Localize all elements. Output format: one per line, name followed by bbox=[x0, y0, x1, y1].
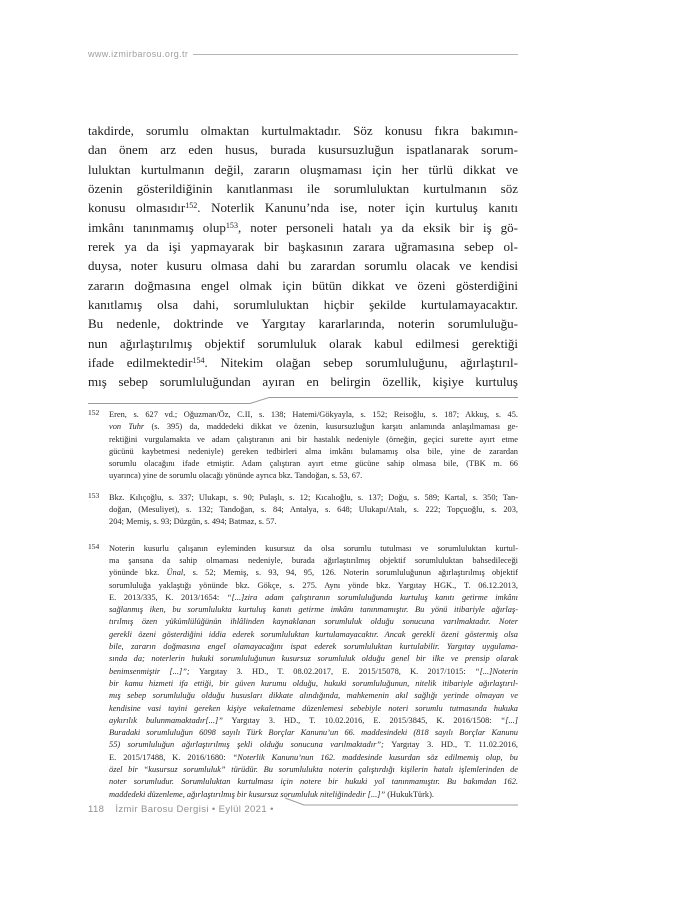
footnotes-block bbox=[88, 409, 518, 801]
journal-title: İzmir Barosu Dergisi • Eylül 2021 • bbox=[115, 804, 274, 815]
footnote-153 bbox=[88, 492, 518, 529]
footnote-text: Eren, s. 627 vd.; Oğuzman/Öz, C.II, s. 138; Hatemi/Gökyayla, s. 152; Reisoğlu, s. 187; Akkuş, s. 45. von Tuhr (s. 395) da, maddedeki dikkat ve özenin, kusursuzluğun karşıtı anlamında anlaşılmaması ge- rektiğini vurgulamakta ve adam çalıştıranın ani bir hastalık nedeniyle (örneğin, geçici surette ayırt etme gücünü kaybetmesi nedeniyle) gereken tedbirleri alma imkânı bulamamış olsa bile, yine de zarardan sorumlu olacağını ifade etmiştir. Adam çalıştıran ayırt etme gücüne sahip olmasa bile, (TBK m. 66 uyarınca) yine de sorumlu olacağı yönünde ayrıca bkz. Tandoğan, s. 53, 67. bbox=[109, 410, 518, 481]
footnote-number: 154 bbox=[88, 541, 100, 551]
footnote-152 bbox=[88, 409, 518, 483]
footnote-154 bbox=[88, 543, 518, 801]
body-paragraph: takdirde, sorumlu olmaktan kurtulmaktadır. Söz konusu fıkra bakımın- dan önem arz eden husus, burada kusursuzluğun ispatlanarak sorum- luluktan kurtulmanın değil, zararın oluşmaması için her türlü dikkat ve özenin gösterildiğinin kanıtlanması ile sorumluluktan kurtulmanın söz konusu olmasıdır$^{152}$. Noterlik Kanunu’nda ise, noter için kurtuluş kanıtı imkânı tanınmamış olup$^{153}$, noter personeli hatalı ya da eksik bir iş gö- rerek ya da işi yapmayarak bir başkasının zarara uğramasına sebep ol- duysa, noter kusuru olmasa dahi bu zarardan sorumlu olacak ve kendisi zararın doğmasına engel olmak için bütün dikkat ve özeni gösterdiğini kanıtlamış olsa dahi, sorumluluktan hiçbir şekilde kurtulamayacaktır. Bu nedenle, doktrinde ve Yargıtay kararlarında, noterin sorumluluğu- nun ağırlaştırılmış objektif sorumluluk olarak kabul edilmesi gerektiği ifade edilmektedir$^{154}$. Nitekim olağan sebep sorumluluğunu, ağırlaştırıl- mış sebep sorumluluğundan ayıran en belirgin özellik, kişiye kurtuluş bbox=[88, 123, 518, 390]
page-number: 118 bbox=[88, 804, 105, 815]
page-header bbox=[88, 49, 518, 59]
footnote-text: Bkz. Kılıçoğlu, s. 337; Ulukapı, s. 90; Pulaşlı, s. 12; Kıcalıoğlu, s. 137; Doğu, s. 589; Kartal, s. 350; Tan- doğan, (Mesuliyet), s. 132; Tandoğan, s. 84; Antalya, s. 648; Ulukapı/Atalı, s. 222; Topçuoğlu, s. 203, 204; Memiş, s. 93; Düzgün, s. 494; Batmaz, s. 57. bbox=[109, 492, 518, 527]
page-footer bbox=[88, 804, 274, 815]
footnote-separator-rule bbox=[88, 396, 518, 405]
header-rule bbox=[193, 54, 518, 55]
header-url: www.izmirbarosu.org.tr bbox=[88, 49, 189, 59]
footnote-number: 153 bbox=[88, 490, 100, 500]
footnote-number: 152 bbox=[88, 408, 100, 417]
footnote-text: Noterin kusurlu çalışanın eyleminden kusursuz da olsa sorumlu tutulması ve sorumluluktan kurtul- ma şansına da sahip olmaması nedeniyle, burada ağırlaştırılmış objektif sorumluluktan bahsedileceği yönünde bkz. Ünal, s. 52; Memiş, s. 93, 94, 95, 126. Noterin sorumluluğunun ağırlaştırılmış objektif sorumluluğa yaklaştığı yönünde bkz. Gökçe, s. 275. Aynı yönde bkz. Yargıtay HGK., T. 06.12.2013, E. 2013/335, K. 2013/1654: “[...]zira adam çalıştıranın sorumluluğunda kurtuluş kanıtı getirme imkânı sağlanmış iken, bu sorumlulukta kurtuluş kanıtı getirme imkânı tanınmamıştır. Bu yönü itibariyle ağırlaş- tırılmış özen yükümlülüğünün ihlâlinden kaynaklanan sorumluluk olduğu sonucuna varılmaktadır. Noter gerekli özeni gösterdiğini iddia ederek sorumluluktan kurtulamayacaktır. Ancak gerekli özeni göstermiş olsa bile, zararın doğmasına engel olamayacağını ispat ederek sorumluluktan kurtulabilir. Yargıtay uygulama- sında da; noterlerin hukuki sorumluluğunun kusursuz sorumluluk olduğu genel bir ilke ve prensip olarak benimsenmiştir [...]”; Yargıtay 3. HD., T. 08.02.2017, E. 2015/15078, K. 2017/1015: “[...]Noterin bir kamu hizmeti ifa ettiği, bir güven kurumu olduğu, hukuki sorumluluğunun, nitelik itibariyle ağırlaştırıl- mış sebep sorumluluğu olduğu hususları dikkate alındığında, mahkemenin akıl sağlığı yerinde olmayan ve kendisine vasi tayini gereken kişiye vekaletname düzenlemesi sebebiyle noteri sorumlu tutmasında hukuka aykırılık bulunmamaktadır[...]” Yargıtay 3. HD., T. 10.02.2016, E. 2015/3845, K. 2016/1508: “[...] Buradaki sorumluluğun 6098 sayılı Türk Borçlar Kanunu’un 66. maddesindeki (818 sayılı Borçlar Kanunu 55) sorumluluğun ağırlaştırılmış şekli olduğu sonucuna varılmaktadır”; Yargıtay 3. HD., T. 11.02.2016, E. 2015/17488, K. 2016/1680: “Noterlik Kanunu’nun 162. maddesinde kusurdan söz edilmemiş olup, bu özel bir “kusursuz sorumluluk” türüdür. Bu sorumlulukta noterin çalıştırdığı kişilerin hatalı işlemlerinden de noter sorumludur. Sorumluluktan kurtulması için notere bir hukuki yol tanınmamıştır. Bu bakımdan 162. maddedeki düzenleme, ağırlaştırılmış bir kusursuz sorumluluk niteliğindedir [...]” (HukukTürk). bbox=[109, 543, 518, 799]
